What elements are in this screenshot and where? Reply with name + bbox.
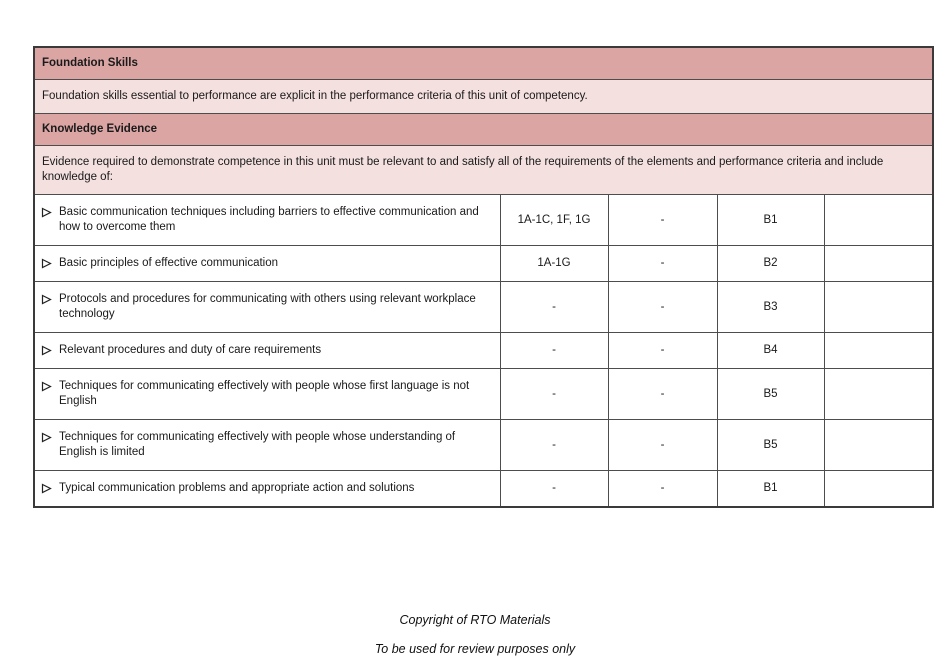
knowledge-ref-cell: B1 [717, 195, 824, 246]
mapping-ref-cell: - [608, 246, 717, 282]
foundation-skills-text: Foundation skills essential to performance are explicit in the performance criteria of this unit of competency. [34, 80, 933, 114]
mapping-ref-cell: - [608, 195, 717, 246]
mapping-ref-cell: - [608, 420, 717, 471]
knowledge-ref-cell: B2 [717, 246, 824, 282]
footer-review-note: To be used for review purposes only [374, 642, 576, 656]
table-row [34, 282, 933, 333]
foundation-skills-header: Foundation Skills [34, 47, 933, 80]
empty-cell [824, 471, 933, 508]
mapping-ref-cell: 1A-1C, 1F, 1G [500, 195, 608, 246]
criteria-text: Protocols and procedures for communicating with others using relevant workplace technology [59, 293, 476, 320]
criteria-cell [34, 246, 500, 282]
empty-cell [824, 420, 933, 471]
mapping-ref-cell: - [500, 369, 608, 420]
criteria-text: Techniques for communicating effectively with people whose first language is not English [59, 380, 470, 407]
section-header-row [34, 47, 933, 80]
knowledge-ref-cell: B3 [717, 282, 824, 333]
mapping-ref-cell: - [608, 333, 717, 369]
footer-copyright: Copyright of RTO Materials [399, 613, 551, 627]
knowledge-ref-cell: B5 [717, 369, 824, 420]
criteria-cell [34, 333, 500, 369]
table-row [34, 420, 933, 471]
table-row [34, 471, 933, 508]
knowledge-evidence-header: Knowledge Evidence [34, 114, 933, 146]
mapping-ref-cell: - [608, 369, 717, 420]
criteria-cell [34, 369, 500, 420]
table-row [34, 333, 933, 369]
mapping-ref-cell: - [500, 420, 608, 471]
knowledge-ref-cell: B5 [717, 420, 824, 471]
knowledge-evidence-text: Evidence required to demonstrate competence in this unit must be relevant to and satisfy all of the requirements of the elements and performance criteria and include knowledge of: [34, 146, 933, 195]
criteria-cell [34, 282, 500, 333]
criteria-text: Basic principles of effective communication [59, 257, 279, 269]
mapping-ref-cell: - [500, 333, 608, 369]
arrowhead-right-icon [41, 379, 59, 392]
arrowhead-right-icon [41, 343, 59, 356]
criteria-text: Techniques for communicating effectively with people whose understanding of English is limited [59, 431, 456, 458]
empty-cell [824, 282, 933, 333]
empty-cell [824, 195, 933, 246]
mapping-ref-cell: - [608, 471, 717, 508]
section-header-row [34, 114, 933, 146]
knowledge-ref-cell: B1 [717, 471, 824, 508]
criteria-cell [34, 471, 500, 508]
section-body-row [34, 80, 933, 114]
arrowhead-right-icon [41, 205, 59, 218]
table-row [34, 246, 933, 282]
criteria-text: Basic communication techniques including barriers to effective communication and how to overcome them [59, 206, 479, 233]
empty-cell [824, 333, 933, 369]
arrowhead-right-icon [41, 292, 59, 305]
mapping-ref-cell: - [500, 471, 608, 508]
criteria-text: Relevant procedures and duty of care requirements [59, 344, 322, 356]
empty-cell [824, 369, 933, 420]
mapping-ref-cell: 1A-1G [500, 246, 608, 282]
criteria-text: Typical communication problems and appropriate action and solutions [59, 482, 415, 494]
table-row [34, 195, 933, 246]
arrowhead-right-icon [41, 430, 59, 443]
arrowhead-right-icon [41, 256, 59, 269]
arrowhead-right-icon [41, 481, 59, 494]
unit-requirements-table [33, 46, 934, 508]
table-row [34, 369, 933, 420]
mapping-ref-cell: - [500, 282, 608, 333]
criteria-cell [34, 420, 500, 471]
empty-cell [824, 246, 933, 282]
knowledge-ref-cell: B4 [717, 333, 824, 369]
section-body-row [34, 146, 933, 195]
criteria-cell [34, 195, 500, 246]
mapping-ref-cell: - [608, 282, 717, 333]
